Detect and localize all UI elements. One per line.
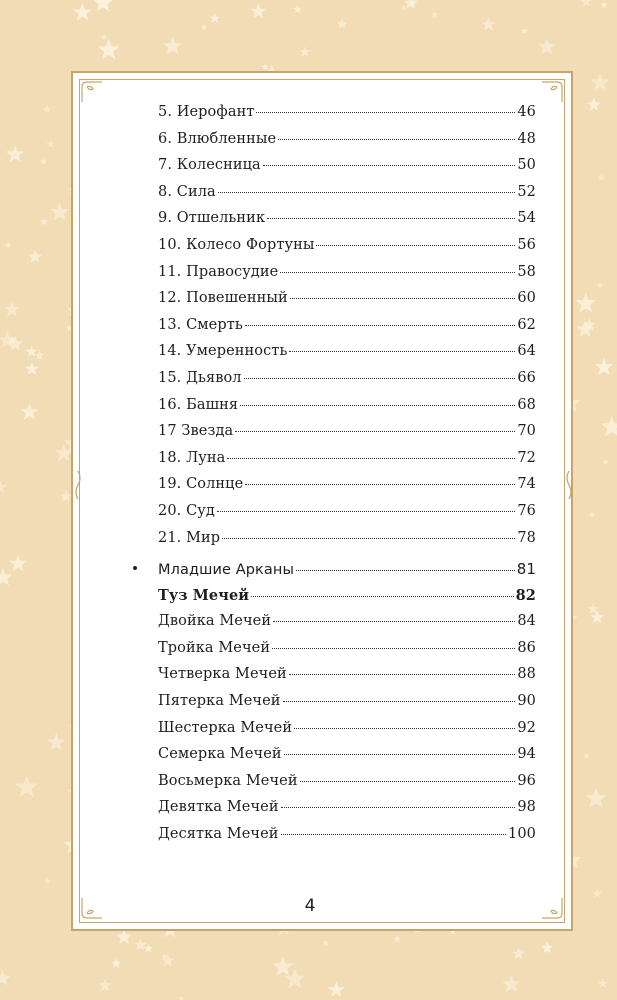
minor-arcana-list bbox=[158, 587, 536, 853]
toc-entry-label: 16. Башня bbox=[158, 396, 239, 413]
toc-entry-label: Девятка Мечей bbox=[158, 799, 279, 816]
toc-entry bbox=[158, 397, 536, 424]
toc-entry-page: 74 bbox=[517, 476, 536, 493]
toc-entry bbox=[158, 184, 536, 211]
dot-leader bbox=[263, 165, 516, 166]
toc-entry bbox=[158, 264, 536, 291]
toc-entry-label: 14. Умеренность bbox=[158, 343, 288, 360]
toc-entry-label: 8. Сила bbox=[158, 183, 216, 200]
toc-entry bbox=[158, 237, 536, 264]
toc-entry-page: 88 bbox=[517, 666, 536, 683]
toc-entry-label: Четверка Мечей bbox=[158, 666, 287, 683]
toc-entry-label: 13. Смерть bbox=[158, 316, 243, 333]
toc-entry-page: 62 bbox=[517, 316, 536, 333]
dot-leader bbox=[218, 192, 516, 193]
toc-entry-page: 48 bbox=[517, 130, 536, 147]
toc-entry-page: 86 bbox=[517, 639, 536, 656]
toc-entry-page: 70 bbox=[517, 423, 536, 440]
toc-entry-label: 12. Повешенный bbox=[158, 290, 288, 307]
dot-leader bbox=[289, 351, 515, 352]
toc-entry-page: 58 bbox=[517, 263, 536, 280]
toc-entry-page: 94 bbox=[517, 746, 536, 763]
toc-entry bbox=[158, 343, 536, 370]
toc-entry-page: 84 bbox=[517, 613, 536, 630]
toc-entry bbox=[158, 450, 536, 477]
dot-leader bbox=[316, 245, 515, 246]
toc-entry-page: 90 bbox=[517, 693, 536, 710]
dot-leader bbox=[284, 754, 516, 755]
dot-leader bbox=[281, 834, 506, 835]
toc-entry-page: 100 bbox=[508, 826, 536, 843]
dot-leader bbox=[245, 325, 516, 326]
dot-leader bbox=[294, 728, 515, 729]
toc-entry bbox=[158, 104, 536, 131]
toc-entry-page: 76 bbox=[517, 502, 536, 519]
toc-entry-page: 56 bbox=[517, 236, 536, 253]
toc-entry-label: Восьмерка Мечей bbox=[158, 772, 298, 789]
toc-entry-label: 18. Луна bbox=[158, 449, 226, 466]
toc-entry-page: 54 bbox=[517, 210, 536, 227]
toc-entry-page: 92 bbox=[517, 719, 536, 736]
dot-leader bbox=[300, 781, 516, 782]
toc-entry bbox=[158, 370, 536, 397]
corner-ornament-icon bbox=[81, 897, 103, 919]
toc-entry bbox=[158, 746, 536, 773]
toc-entry bbox=[158, 720, 536, 747]
toc-entry bbox=[158, 157, 536, 184]
toc-entry-page: 98 bbox=[517, 799, 536, 816]
toc-entry-page: 66 bbox=[517, 369, 536, 386]
corner-ornament-icon bbox=[541, 81, 563, 103]
toc-entry bbox=[158, 640, 536, 667]
toc-entry bbox=[158, 131, 536, 158]
dot-leader bbox=[283, 701, 516, 702]
section-title: Младшие Арканы bbox=[158, 562, 295, 579]
page-number: 4 bbox=[304, 896, 316, 916]
dot-leader bbox=[278, 139, 515, 140]
toc-entry bbox=[158, 613, 536, 640]
toc-entry-label: Семерка Мечей bbox=[158, 746, 282, 763]
toc-entry-page: 78 bbox=[517, 529, 536, 546]
dot-leader bbox=[272, 648, 515, 649]
dot-leader bbox=[290, 298, 516, 299]
dot-leader bbox=[217, 511, 515, 512]
toc-entry-label: 5. Иерофант bbox=[158, 104, 255, 120]
toc-entry-page: 46 bbox=[517, 104, 536, 120]
toc-entry bbox=[158, 826, 536, 853]
dot-leader bbox=[280, 272, 515, 273]
toc-entry-label: 7. Колесница bbox=[158, 157, 261, 174]
toc-entry bbox=[158, 210, 536, 237]
toc-entry-label: 19. Солнце bbox=[158, 476, 244, 493]
toc-entry bbox=[158, 530, 536, 557]
toc-entry-page: 82 bbox=[515, 586, 536, 604]
toc-entry-label: Туз Мечей bbox=[158, 586, 250, 604]
toc-entry bbox=[158, 503, 536, 530]
toc-entry bbox=[158, 476, 536, 503]
toc-entry-label: 9. Отшельник bbox=[158, 210, 266, 227]
toc-entry-page: 96 bbox=[517, 772, 536, 789]
toc-entry-page: 68 bbox=[517, 396, 536, 413]
dot-leader bbox=[281, 807, 516, 808]
dot-leader bbox=[235, 431, 515, 432]
toc-entry bbox=[158, 423, 536, 450]
toc-entry-label: 20. Суд bbox=[158, 502, 215, 519]
toc-entry-label: 15. Дьявол bbox=[158, 369, 242, 386]
side-ornament-icon bbox=[564, 470, 574, 500]
dot-leader bbox=[222, 538, 515, 539]
toc-entry bbox=[158, 666, 536, 693]
dot-leader bbox=[289, 674, 516, 675]
toc-entry bbox=[158, 799, 536, 826]
corner-ornament-icon bbox=[541, 897, 563, 919]
table-of-contents bbox=[158, 104, 536, 853]
major-arcana-list bbox=[158, 104, 536, 556]
dot-leader bbox=[240, 405, 515, 406]
toc-entry bbox=[158, 773, 536, 800]
toc-entry-label: Шестерка Мечей bbox=[158, 719, 293, 736]
toc-entry-label: Пятерка Мечей bbox=[158, 693, 281, 710]
toc-entry-page: 72 bbox=[517, 449, 536, 466]
toc-section-heading bbox=[158, 560, 536, 587]
corner-ornament-icon bbox=[81, 81, 103, 103]
toc-entry-label: 11. Правосудие bbox=[158, 263, 279, 280]
toc-entry-page: 52 bbox=[517, 183, 536, 200]
dot-leader bbox=[273, 621, 515, 622]
section-page: 81 bbox=[516, 560, 536, 579]
dot-leader bbox=[251, 596, 513, 597]
dot-leader bbox=[245, 484, 515, 485]
toc-entry-label: Десятка Мечей bbox=[158, 826, 279, 843]
toc-entry-label: Двойка Мечей bbox=[158, 613, 272, 630]
dot-leader bbox=[296, 570, 515, 571]
dot-leader bbox=[256, 112, 515, 113]
toc-entry bbox=[158, 317, 536, 344]
dot-leader bbox=[267, 218, 515, 219]
toc-entry-page: 64 bbox=[517, 343, 536, 360]
toc-entry bbox=[158, 587, 536, 614]
toc-entry-page: 60 bbox=[517, 290, 536, 307]
toc-entry-label: 6. Влюбленные bbox=[158, 130, 277, 147]
toc-entry bbox=[158, 693, 536, 720]
side-ornament-icon bbox=[73, 470, 83, 500]
toc-entry-label: 17 Звезда bbox=[158, 423, 234, 440]
toc-entry-label: 21. Мир bbox=[158, 529, 221, 546]
toc-entry-label: 10. Колесо Фортуны bbox=[158, 236, 315, 253]
toc-entry-label: Тройка Мечей bbox=[158, 639, 271, 656]
dot-leader bbox=[244, 378, 516, 379]
toc-entry-page: 50 bbox=[517, 157, 536, 174]
toc-entry bbox=[158, 290, 536, 317]
dot-leader bbox=[227, 458, 515, 459]
